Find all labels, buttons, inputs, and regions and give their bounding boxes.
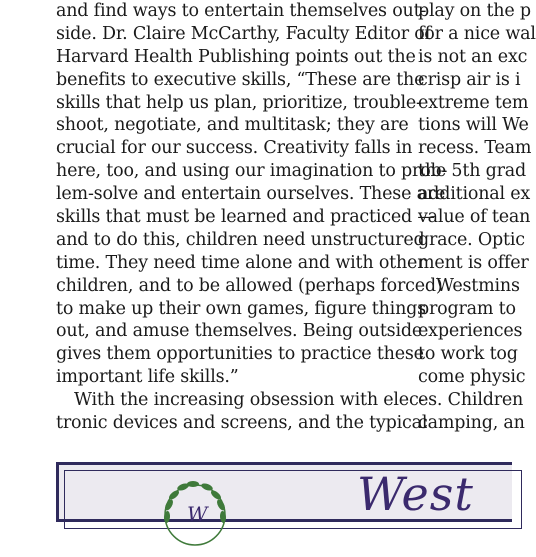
right-line-3: is not an exc xyxy=(418,46,528,67)
left-line-18: With the increasing obsession with elec- xyxy=(74,390,425,411)
left-line-15: out, and amuse themselves. Being outside xyxy=(56,321,422,342)
left-line-2: side. Dr. Claire McCarthy, Faculty Editor of xyxy=(56,23,431,44)
right-line-5: extreme tem xyxy=(418,92,529,113)
left-line-16: gives them opportunities to practice these xyxy=(56,344,424,365)
right-line-12: ment is offer xyxy=(418,252,529,273)
left-line-5: skills that help us plan, prioritize, trouble- xyxy=(56,92,422,113)
left-text-column xyxy=(56,0,448,435)
left-line-9: lem-solve and entertain ourselves. These are xyxy=(56,184,446,205)
left-line-17: important life skills.” xyxy=(56,367,239,388)
left-line-10: skills that must be learned and practiced — xyxy=(56,207,435,228)
left-line-12: time. They need time alone and with other xyxy=(56,252,426,273)
right-line-15: experiences xyxy=(418,321,523,342)
right-line-17: come physic xyxy=(418,367,526,388)
right-line-2: for a nice wal xyxy=(418,23,536,44)
right-line-13: Westmins xyxy=(436,275,520,296)
left-line-13: children, and to be allowed (perhaps forced) xyxy=(56,275,443,296)
left-line-19: tronic devices and screens, and the typical xyxy=(56,413,428,434)
right-line-1: play on the p xyxy=(418,1,531,21)
left-line-14: to make up their own games, figure things xyxy=(56,298,426,319)
wreath-letter: W xyxy=(187,502,208,526)
right-line-19: camping, an xyxy=(418,413,525,434)
right-line-11: grace. Optic xyxy=(418,229,525,250)
left-line-3: Harvard Health Publishing points out the xyxy=(56,46,416,67)
right-line-10: value of tean xyxy=(418,207,531,228)
left-line-8: here, too, and using our imagination to prob- xyxy=(56,161,448,182)
left-line-11: and to do this, children need unstructured xyxy=(56,229,425,250)
right-line-6: tions will We xyxy=(418,115,529,136)
right-line-8: the 5th grad xyxy=(418,161,527,182)
left-line-6: shoot, negotiate, and multitask; they are xyxy=(56,115,409,136)
right-text-column xyxy=(418,0,536,435)
right-line-4: crisp air is i xyxy=(418,69,521,90)
right-line-16: to work tog xyxy=(418,344,518,365)
left-line-1: and find ways to entertain themselves out- xyxy=(56,1,427,21)
right-line-18: es. Children xyxy=(418,390,524,411)
advertisement-banner xyxy=(56,462,512,526)
laurel-wreath-logo-icon xyxy=(153,473,237,557)
ad-title: West xyxy=(357,467,474,521)
right-line-14: program to xyxy=(418,298,516,319)
right-line-7: recess. Team xyxy=(418,138,532,159)
left-line-4: benefits to executive skills, “These are the xyxy=(56,69,425,90)
left-line-7: crucial for our success. Creativity falls in xyxy=(56,138,413,159)
right-line-9: additional ex xyxy=(418,184,531,205)
